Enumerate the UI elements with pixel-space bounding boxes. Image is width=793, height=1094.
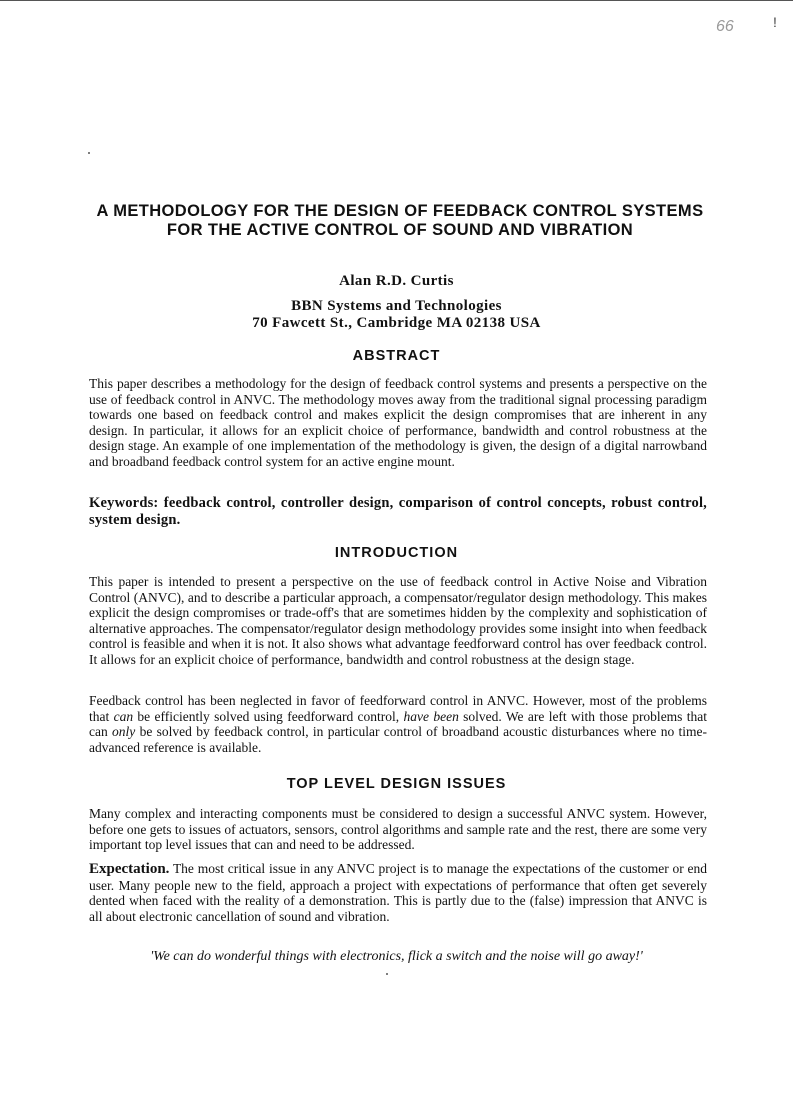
introduction-paragraph-1: This paper is intended to present a perspective on the use of feedback control in Active Noise and Vibration Control (ANVC), and to describe a particular approach, a compensator/regulator design methodology. This makes explicit the design compromises or trade-off's that are sometimes hidden by the complexity and sophistication of alternative approaches. The compensator/regulator design methodology provides some insight into when feedback control is feasible and when it is not. It also shows what advantage feedforward control has over feedback control. It allows for an explicit choice of performance, bandwidth and control robustness at the design stage. (89, 574, 707, 667)
expectation-quote: 'We can do wonderful things with electronics, flick a switch and the noise will go away!' (150, 949, 643, 964)
abstract-heading: ABSTRACT (352, 348, 441, 364)
intro-p2-emphasis-only: only (112, 724, 136, 740)
expectation-text: The most critical issue in any ANVC project is to manage the expectations of the customer or end user. Many people new to the field, approach a project with expectations of performance that often get severely dented when faced with the reality of a demonstration. This is partly due to the (false) impression that ANVC is all about electronic cancellation of sound and vibration. (89, 861, 707, 924)
author-name: Alan R.D. Curtis (339, 273, 454, 289)
intro-p2-text: be efficiently solved using feedforward control, (133, 708, 404, 724)
scan-speck (88, 152, 90, 154)
keywords: Keywords: feedback control, controller design, comparison of control concepts, robust control, system design. (89, 495, 707, 528)
introduction-paragraph-2 (89, 693, 707, 755)
expectation-run-in-heading: Expectation. (89, 861, 170, 877)
top-level-heading: TOP LEVEL DESIGN ISSUES (286, 776, 507, 792)
abstract-text: This paper describes a methodology for the design of feedback control systems and presents a perspective on the use of feedback control in ANVC. The methodology moves away from the traditional signal processing paradigm towards one based on feedback control and makes explicit the design compromises that are inherent in any design. In particular, it allows for an explicit choice of performance, bandwidth and control robustness at the design stage. An example of one implementation of the methodology is given, the design of a digital narrowband and broadband feedback control system for an active engine mount. (89, 376, 707, 469)
intro-p2-text: Feedback control has been neglected in favor of feedforward control in ANVC. However, most of the problems that (89, 693, 707, 724)
intro-p2-text: be solved by feedback control, in particular control of broadband acoustic disturbances where no time-advanced reference is available. (89, 724, 708, 755)
expectation-paragraph (89, 861, 707, 924)
intro-p2-text: solved. We are left with those problems that can (89, 708, 708, 740)
page-number: 66 (716, 18, 734, 35)
affiliation-address: 70 Fawcett St., Cambridge MA 02138 USA (252, 315, 541, 331)
intro-p2-emphasis-have-been: have been (403, 708, 459, 724)
scan-speck (386, 973, 388, 975)
affiliation-org: BBN Systems and Technologies (291, 298, 502, 314)
top-level-paragraph-1: Many complex and interacting components must be considered to design a successful ANVC system. However, before one gets to issues of actuators, sensors, control algorithms and sample rate and the rest, there are some very important top level issues that can and need to be addressed. (89, 806, 707, 853)
introduction-heading: INTRODUCTION (334, 545, 459, 561)
page-top-border (0, 0, 793, 1)
intro-p2-emphasis-can: can (113, 708, 134, 724)
corner-mark: ! (773, 14, 777, 30)
paper-title: A METHODOLOGY FOR THE DESIGN OF FEEDBACK CONTROL SYSTEMS FOR THE ACTIVE CONTROL OF SOUND AND VIBRATION (96, 202, 704, 239)
